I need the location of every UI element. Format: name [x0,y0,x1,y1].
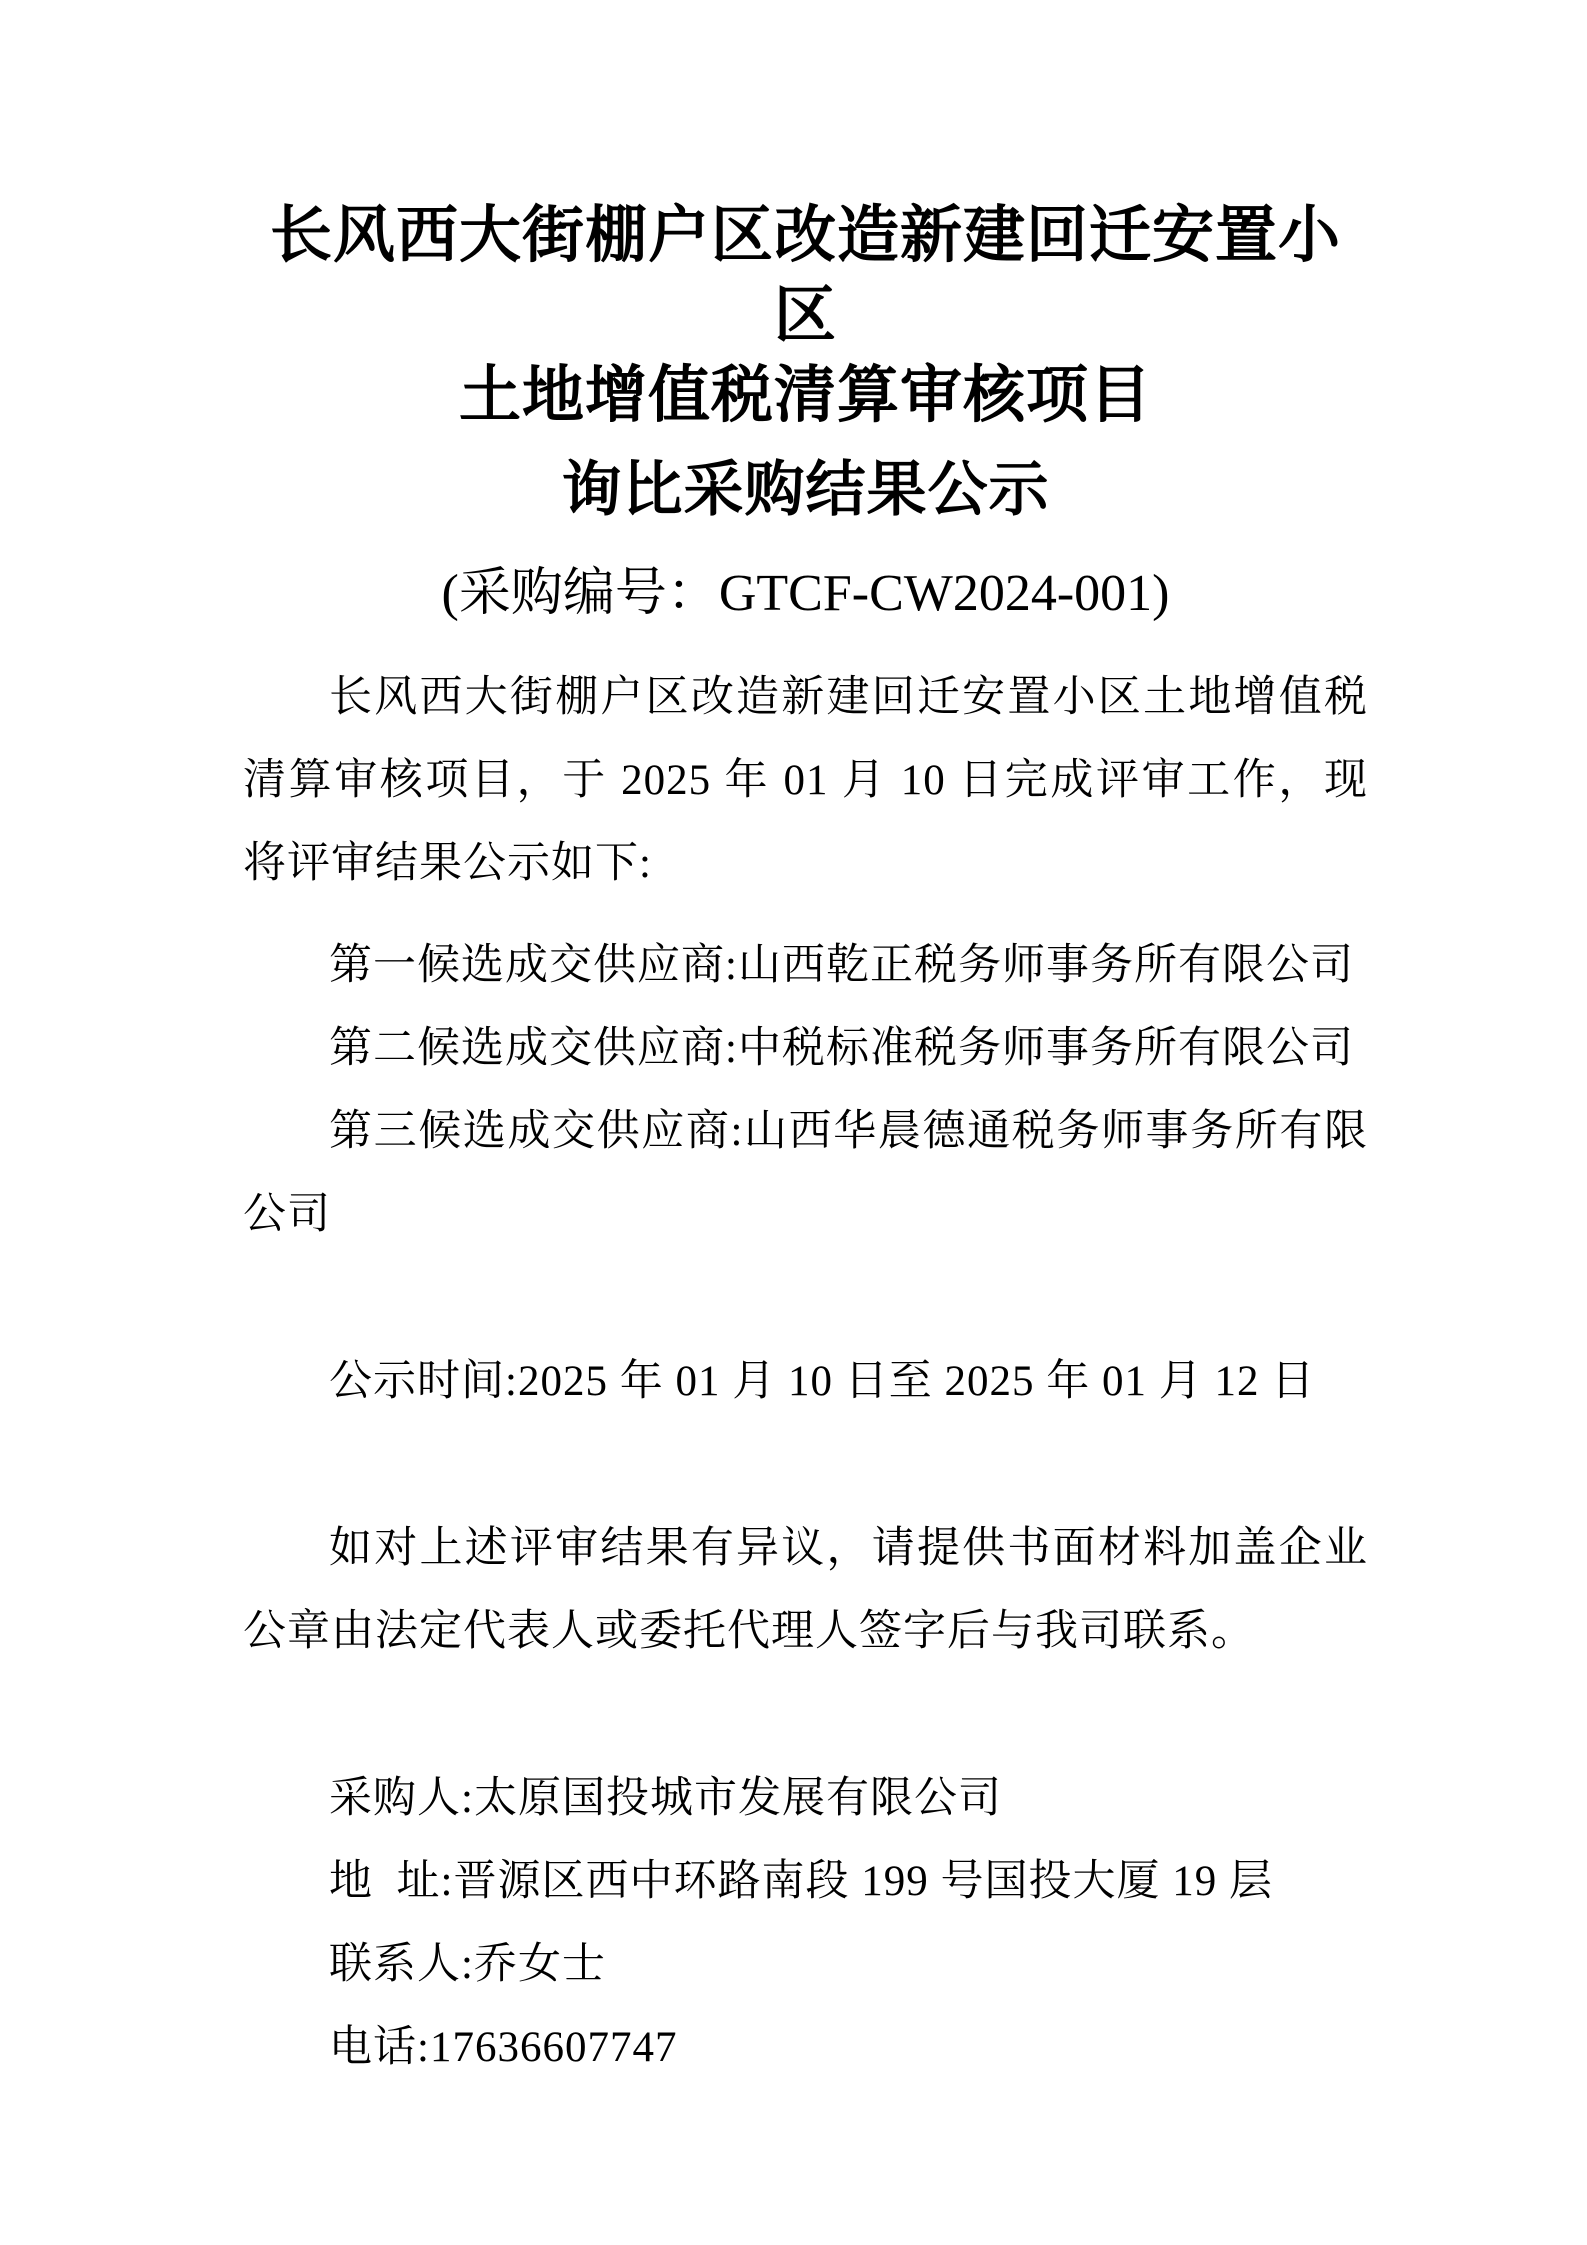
intro-paragraph: 长风西大街棚户区改造新建回迁安置小区土地增值税清算审核项目，于 2025 年 01 月 10 日完成评审工作，现将评审结果公示如下: [243,674,1368,887]
subtitle-publicity-result: 询比采购结果公示 [561,457,1050,523]
title-line-2: 土地增值税清算审核项目 [458,362,1152,430]
objection-paragraph: 如对上述评审结果有异议，请提供书面材料加盖企业公章由法定代表人或委托代理人签字后与我司联系。 [243,1525,1368,1655]
candidate-line-first: 第一候选成交供应商:山西乾正税务师事务所有限公司 [329,942,1354,989]
title-line-1: 长风西大街棚户区改造新建回迁安置小区 [269,202,1341,350]
candidate-line-third: 第三候选成交供应商:山西华晨德通税务师事务所有限公司 [243,1108,1368,1238]
purchaser-line: 采购人:太原国投城市发展有限公司 [329,1775,1002,1822]
procurement-number: (采购编号：GTCF-CW2024-001) [441,565,1170,622]
phone-line: 电话:17636607747 [329,2024,678,2071]
address-line: 地 址:晋源区西中环路南段 199 号国投大厦 19 层 [329,1858,1273,1905]
contact-person-line: 联系人:乔女士 [329,1941,606,1988]
document-title [243,196,1368,436]
publicity-period-line: 公示时间:2025 年 01 月 10 日至 2025 年 01 月 12 日 [329,1358,1316,1405]
candidate-line-second: 第二候选成交供应商:中税标准税务师事务所有限公司 [329,1025,1354,1072]
